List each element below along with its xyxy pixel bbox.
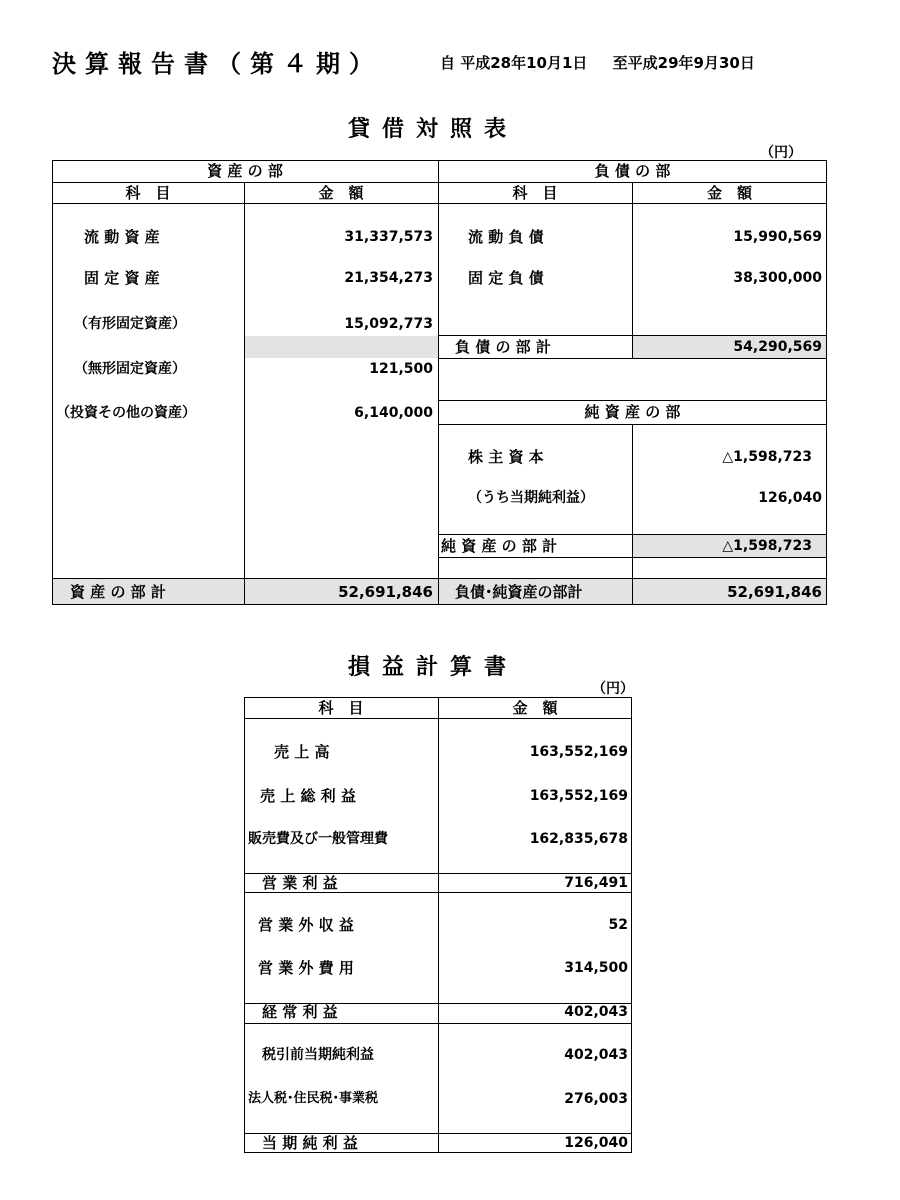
asset-value: 6,140,000: [354, 405, 433, 421]
period-to: 至平成29年9月30日: [612, 54, 755, 72]
net-asset-label: （うち当期純利益）: [468, 490, 594, 506]
is-col-amount: 金 額: [512, 699, 558, 717]
is-row-label: 販売費及び一般管理費: [248, 831, 388, 847]
income-statement-title: 損益計算書: [348, 655, 519, 680]
period-from: 自 平成28年10月1日: [440, 54, 588, 72]
liab-net-total-value: 52,691,846: [727, 583, 822, 601]
assets-section-header: 資 産 の 部: [207, 162, 283, 180]
net-asset-value: 126,040: [758, 490, 822, 506]
assets-total-label: 資 産 の 部 計: [70, 583, 166, 601]
asset-value: 31,337,573: [344, 229, 433, 245]
asset-label: （無形固定資産）: [74, 361, 186, 377]
asset-label: 流 動 資 産: [84, 228, 160, 246]
liabilities-section-header: 負 債 の 部: [594, 162, 671, 180]
is-col-account: 科 目: [318, 699, 364, 717]
is-row-value: 276,003: [564, 1091, 628, 1107]
is-row-label: 経 常 利 益: [262, 1003, 338, 1021]
is-row-label: 法人税･住民税･事業税: [248, 1091, 379, 1106]
is-row-value: 126,040: [564, 1135, 628, 1151]
assets-col-account: 科 目: [125, 184, 171, 202]
liab-net-total-label: 負債･純資産の部計: [455, 583, 583, 601]
fiscal-period: [440, 52, 755, 73]
is-row-value: 402,043: [564, 1047, 628, 1063]
asset-value: 21,354,273: [344, 270, 433, 286]
is-row-label: 営 業 外 費 用: [258, 959, 354, 977]
asset-value: 15,092,773: [344, 316, 433, 332]
is-row-value: 52: [608, 917, 628, 933]
liability-value: 15,990,569: [733, 229, 822, 245]
is-row-label: 営 業 外 収 益: [258, 916, 354, 934]
is-row-label: 当 期 純 利 益: [262, 1134, 358, 1152]
asset-label: 固 定 資 産: [84, 269, 160, 287]
liability-label: 流 動 負 債: [468, 228, 544, 246]
is-row-label: 売 上 高: [274, 743, 330, 761]
liabilities-col-account: 科 目: [512, 184, 558, 202]
net-assets-total-value: △1,598,723: [722, 538, 812, 554]
liabilities-total-value: 54,290,569: [733, 339, 822, 355]
is-row-label: 売 上 総 利 益: [260, 787, 356, 805]
net-asset-value: △1,598,723: [722, 449, 812, 465]
balance-sheet-title: 貸借対照表: [348, 117, 519, 142]
is-row-value: 402,043: [564, 1004, 628, 1020]
asset-label: （投資その他の資産）: [56, 405, 196, 421]
asset-label: （有形固定資産）: [74, 316, 186, 332]
income-statement-unit: （円）: [592, 681, 634, 697]
is-row-value: 314,500: [564, 960, 628, 976]
asset-value: 121,500: [369, 361, 433, 377]
liability-label: 固 定 負 債: [468, 269, 544, 287]
liabilities-total-label: 負 債 の 部 計: [455, 338, 551, 356]
report-title: 決算報告書（第４期）: [52, 50, 382, 78]
is-row-value: 163,552,169: [529, 788, 628, 804]
is-row-value: 162,835,678: [529, 831, 628, 847]
net-asset-label: 株 主 資 本: [468, 448, 544, 466]
liabilities-col-amount: 金 額: [706, 184, 752, 202]
assets-col-amount: 金 額: [318, 184, 364, 202]
net-assets-section-header: 純 資 産 の 部: [584, 403, 681, 421]
liability-value: 38,300,000: [733, 270, 822, 286]
is-row-label: 税引前当期純利益: [262, 1047, 374, 1063]
is-row-value: 163,552,169: [529, 744, 628, 760]
is-row-value: 716,491: [564, 875, 628, 891]
balance-sheet-unit: （円）: [760, 145, 802, 161]
net-assets-total-label: 純 資 産 の 部 計: [441, 537, 558, 555]
assets-total-value: 52,691,846: [338, 583, 433, 601]
is-row-label: 営 業 利 益: [262, 874, 338, 892]
